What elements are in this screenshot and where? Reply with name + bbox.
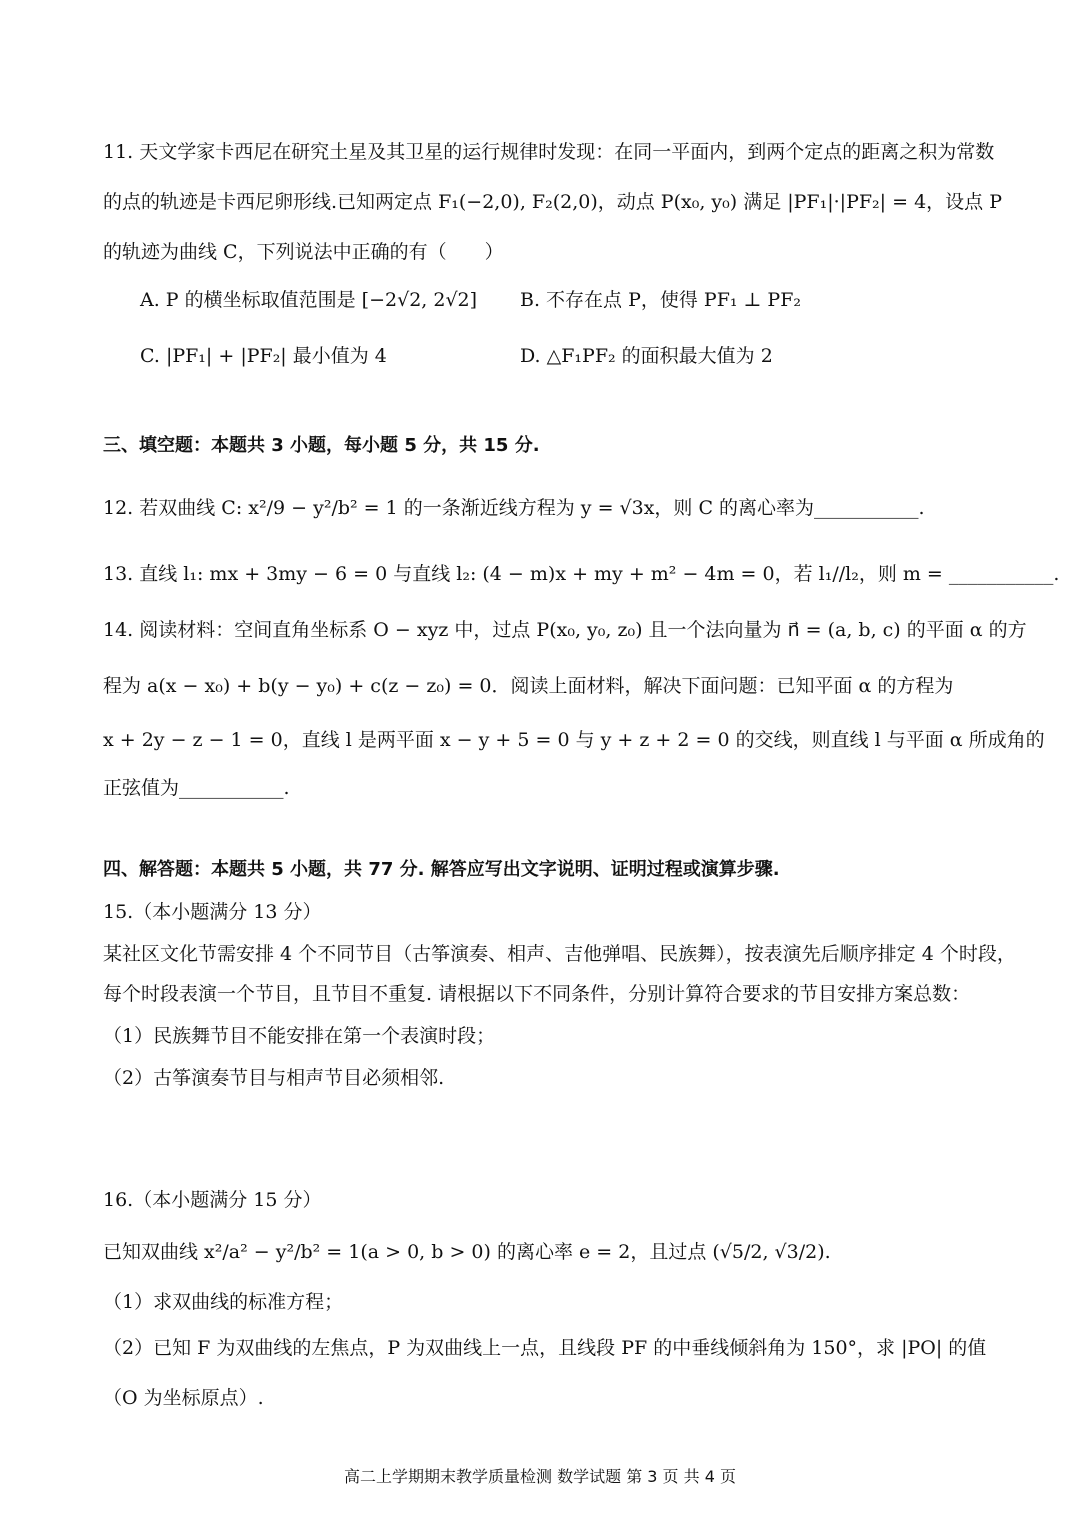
q14-line3: x + 2y − z − 1 = 0，直线 l 是两平面 x − y + 5 = 0 与 y + z + 2 = 0 的交线，则直线 l 与平面 α 所成角的 — [103, 729, 1045, 751]
q11-line1: 11. 天文学家卡西尼在研究土星及其卫星的运行规律时发现：在同一平面内，到两个定点的距离之积为常数 — [103, 141, 995, 163]
q15-part1: （1）民族舞节目不能安排在第一个表演时段； — [103, 1025, 496, 1047]
q11-option-d: D. △F₁PF₂ 的面积最大值为 2 — [520, 345, 773, 367]
q11-option-a: A. P 的横坐标取值范围是 [−2√2, 2√2] — [140, 289, 478, 311]
q11-option-b: B. 不存在点 P，使得 PF₁ ⊥ PF₂ — [520, 289, 802, 311]
q12-text: 12. 若双曲线 C: x²/9 − y²/b² = 1 的一条渐近线方程为 y = √3x，则 C 的离心率为___________. — [103, 497, 925, 519]
q15-title: 15.（本小题满分 13 分） — [103, 901, 322, 923]
q15-part2: （2）古筝演奏节目与相声节目必须相邻. — [103, 1067, 445, 1089]
q14-line4: 正弦值为___________. — [103, 777, 290, 799]
q16-part1: （1）求双曲线的标准方程； — [103, 1291, 344, 1313]
page-footer: 高二上学期期末教学质量检测 数学试题 第 3 页 共 4 页 — [344, 1467, 736, 1486]
q15-line2: 每个时段表演一个节目，且节目不重复. 请根据以下不同条件，分别计算符合要求的节目安排方案总数： — [103, 983, 971, 1005]
q16-line1: 已知双曲线 x²/a² − y²/b² = 1(a > 0, b > 0) 的离心率 e = 2，且过点 (√5/2, √3/2). — [103, 1241, 831, 1263]
q16-title: 16.（本小题满分 15 分） — [103, 1189, 322, 1211]
section-4-heading: 四、解答题：本题共 5 小题，共 77 分. 解答应写出文字说明、证明过程或演算步骤. — [103, 859, 780, 880]
section-3-heading: 三、填空题：本题共 3 小题，每小题 5 分，共 15 分. — [103, 435, 540, 456]
q11-line2: 的点的轨迹是卡西尼卵形线.已知两定点 F₁(−2,0), F₂(2,0)，动点 P(x₀, y₀) 满足 |PF₁|·|PF₂| = 4，设点 P — [103, 191, 1002, 213]
q15-line1: 某社区文化节需安排 4 个不同节目（古筝演奏、相声、吉他弹唱、民族舞），按表演先后顺序排定 4 个时段， — [103, 943, 1016, 965]
q14-line1: 14. 阅读材料：空间直角坐标系 O − xyz 中，过点 P(x₀, y₀, z₀) 且一个法向量为 n⃗ = (a, b, c) 的平面 α 的方 — [103, 619, 1027, 641]
q14-line2: 程为 a(x − x₀) + b(y − y₀) + c(z − z₀) = 0．阅读上面材料，解决下面问题：已知平面 α 的方程为 — [103, 675, 954, 697]
q16-part2: （2）已知 F 为双曲线的左焦点，P 为双曲线上一点，且线段 PF 的中垂线倾斜角为 150°，求 |PO| 的值 — [103, 1337, 987, 1359]
q13-text: 13. 直线 l₁: mx + 3my − 6 = 0 与直线 l₂: (4 − m)x + my + m² − 4m = 0，若 l₁//l₂，则 m = ___________. — [103, 563, 1060, 585]
q11-option-c: C. |PF₁| + |PF₂| 最小值为 4 — [140, 345, 387, 367]
q16-part2b: （O 为坐标原点）. — [103, 1387, 264, 1409]
q11-line3: 的轨迹为曲线 C，下列说法中正确的有（ ） — [103, 241, 504, 263]
